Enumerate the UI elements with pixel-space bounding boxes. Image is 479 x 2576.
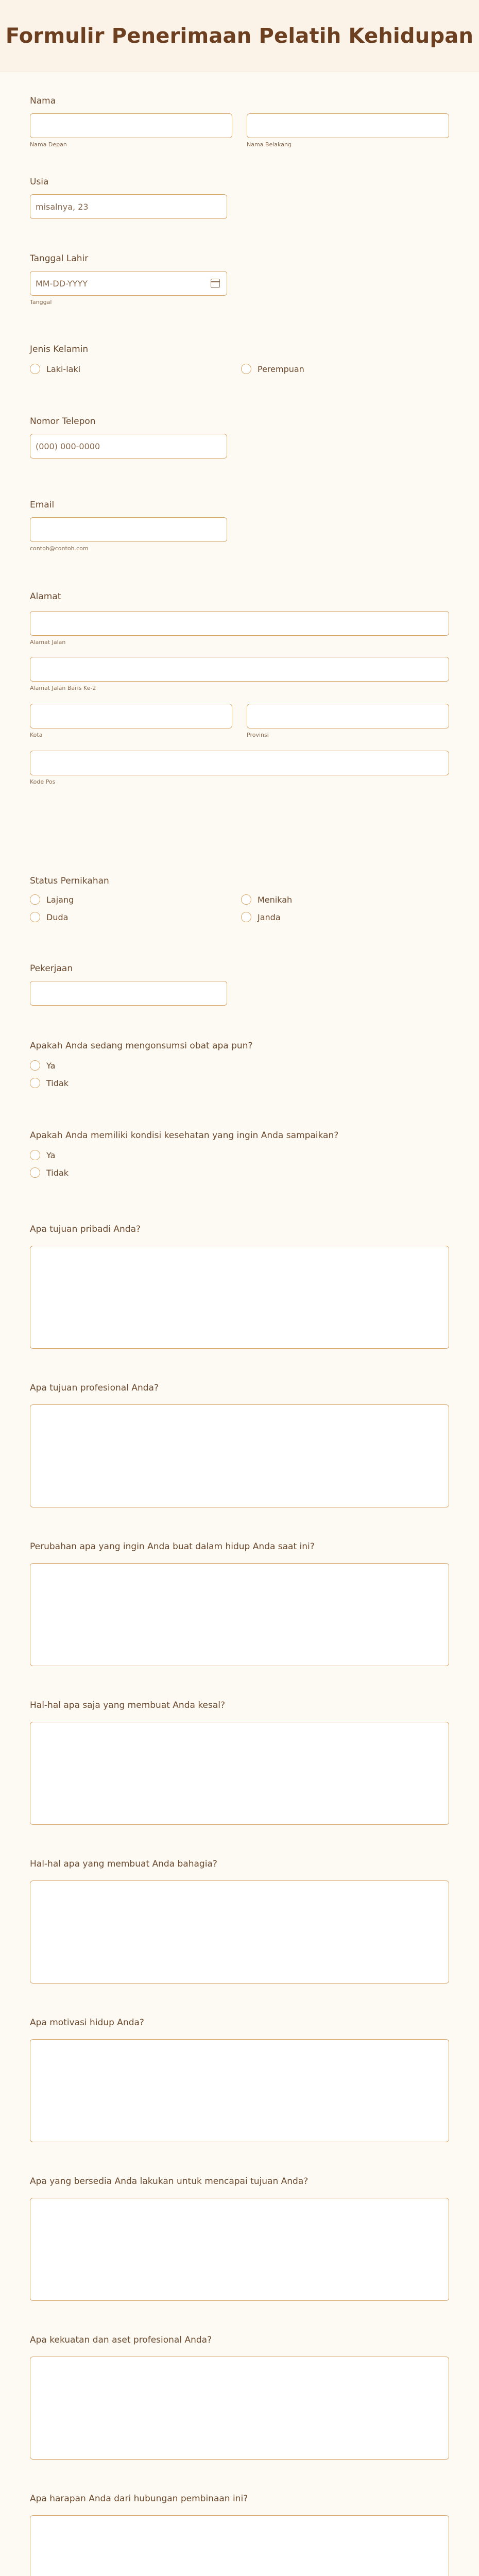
phone-label: Nomor Telepon bbox=[30, 416, 96, 427]
email-input[interactable] bbox=[30, 517, 227, 542]
question-label: Apa tujuan pribadi Anda? bbox=[30, 1224, 141, 1234]
first-name-sublabel: Nama Depan bbox=[30, 141, 67, 148]
last-name-input[interactable] bbox=[247, 113, 449, 138]
question-label: Apa harapan Anda dari hubungan pembinaan ini? bbox=[30, 2494, 248, 2504]
province-sublabel: Provinsi bbox=[247, 732, 269, 738]
form-body bbox=[0, 72, 479, 2576]
phone-field bbox=[30, 416, 449, 459]
postal-input[interactable] bbox=[30, 751, 449, 775]
city-input[interactable] bbox=[30, 704, 232, 728]
address-field bbox=[30, 591, 449, 785]
email-label: Email bbox=[30, 500, 55, 510]
question-textarea[interactable] bbox=[30, 2515, 449, 2576]
job-label: Pekerjaan bbox=[30, 963, 73, 974]
city-sublabel: Kota bbox=[30, 732, 43, 738]
gender-option-male[interactable]: Laki-laki bbox=[30, 364, 241, 374]
meds-field bbox=[30, 1041, 449, 1088]
age-label: Usia bbox=[30, 177, 49, 187]
marital-option-married[interactable]: Menikah bbox=[241, 894, 292, 905]
question-4 bbox=[30, 1700, 449, 1825]
postal-sublabel: Kode Pos bbox=[30, 778, 56, 785]
radio-circle-icon bbox=[30, 1060, 40, 1071]
form-header bbox=[0, 0, 479, 72]
dob-field bbox=[30, 253, 449, 306]
phone-input[interactable] bbox=[30, 434, 227, 459]
email-field bbox=[30, 500, 449, 552]
dob-input[interactable] bbox=[30, 271, 227, 296]
question-label: Hal-hal apa saja yang membuat Anda kesal? bbox=[30, 1700, 226, 1710]
question-label: Apa yang bersedia Anda lakukan untuk mencapai tujuan Anda? bbox=[30, 2176, 309, 2187]
street-sublabel: Alamat Jalan bbox=[30, 639, 66, 646]
question-textarea[interactable] bbox=[30, 1246, 449, 1349]
question-label: Apa motivasi hidup Anda? bbox=[30, 2018, 144, 2028]
job-input[interactable] bbox=[30, 981, 227, 1006]
question-3 bbox=[30, 1541, 449, 1666]
health-option-no[interactable]: Tidak bbox=[30, 1167, 449, 1178]
question-label: Apa kekuatan dan aset profesional Anda? bbox=[30, 2335, 212, 2345]
question-textarea[interactable] bbox=[30, 1404, 449, 1507]
street2-sublabel: Alamat Jalan Baris Ke-2 bbox=[30, 685, 96, 691]
question-textarea[interactable] bbox=[30, 2198, 449, 2301]
question-2 bbox=[30, 1383, 449, 1507]
question-label: Apa tujuan profesional Anda? bbox=[30, 1383, 159, 1393]
question-5 bbox=[30, 1859, 449, 1984]
question-textarea[interactable] bbox=[30, 1563, 449, 1666]
question-textarea[interactable] bbox=[30, 2039, 449, 2142]
form-title: Formulir Penerimaan Pelatih Kehidupan bbox=[5, 24, 474, 48]
gender-label: Jenis Kelamin bbox=[30, 344, 89, 354]
radio-circle-icon bbox=[241, 364, 251, 374]
question-textarea[interactable] bbox=[30, 1722, 449, 1825]
radio-circle-icon bbox=[30, 1167, 40, 1178]
question-label: Hal-hal apa yang membuat Anda bahagia? bbox=[30, 1859, 217, 1869]
question-textarea[interactable] bbox=[30, 2357, 449, 2460]
question-1 bbox=[30, 1224, 449, 1349]
last-name-sublabel: Nama Belakang bbox=[247, 141, 292, 148]
job-field bbox=[30, 963, 449, 1006]
radio-circle-icon bbox=[30, 894, 40, 905]
meds-option-yes[interactable]: Ya bbox=[30, 1060, 449, 1071]
address-label: Alamat bbox=[30, 591, 61, 602]
dob-label: Tanggal Lahir bbox=[30, 253, 89, 264]
question-8 bbox=[30, 2335, 449, 2460]
health-field bbox=[30, 1130, 449, 1178]
gender-field bbox=[30, 344, 449, 374]
age-field bbox=[30, 177, 449, 219]
marital-option-widower[interactable]: Duda bbox=[30, 912, 241, 922]
marital-option-single[interactable]: Lajang bbox=[30, 894, 241, 905]
calendar-icon[interactable] bbox=[211, 279, 220, 288]
email-sublabel: contoh@contoh.com bbox=[30, 545, 89, 552]
radio-circle-icon bbox=[30, 364, 40, 374]
health-label: Apakah Anda memiliki kondisi kesehatan yang ingin Anda sampaikan? bbox=[30, 1130, 339, 1141]
marital-field bbox=[30, 876, 449, 922]
gender-option-female[interactable]: Perempuan bbox=[241, 364, 304, 374]
meds-label: Apakah Anda sedang mengonsumsi obat apa pun? bbox=[30, 1041, 253, 1051]
health-option-yes[interactable]: Ya bbox=[30, 1150, 449, 1160]
street-input[interactable] bbox=[30, 611, 449, 636]
age-input[interactable] bbox=[30, 194, 227, 219]
marital-label: Status Pernikahan bbox=[30, 876, 109, 886]
marital-option-widow[interactable]: Janda bbox=[241, 912, 281, 922]
question-7 bbox=[30, 2176, 449, 2301]
province-input[interactable] bbox=[247, 704, 449, 728]
meds-option-no[interactable]: Tidak bbox=[30, 1078, 449, 1088]
radio-circle-icon bbox=[241, 912, 251, 922]
name-label: Nama bbox=[30, 96, 56, 106]
dob-sublabel: Tanggal bbox=[30, 299, 52, 306]
street2-input[interactable] bbox=[30, 657, 449, 682]
radio-circle-icon bbox=[30, 912, 40, 922]
question-6 bbox=[30, 2018, 449, 2142]
question-label: Perubahan apa yang ingin Anda buat dalam hidup Anda saat ini? bbox=[30, 1541, 315, 1552]
radio-circle-icon bbox=[30, 1150, 40, 1160]
name-field bbox=[30, 96, 449, 148]
radio-circle-icon bbox=[241, 894, 251, 905]
question-textarea[interactable] bbox=[30, 1880, 449, 1984]
first-name-input[interactable] bbox=[30, 113, 232, 138]
radio-circle-icon bbox=[30, 1078, 40, 1088]
question-9 bbox=[30, 2494, 449, 2576]
